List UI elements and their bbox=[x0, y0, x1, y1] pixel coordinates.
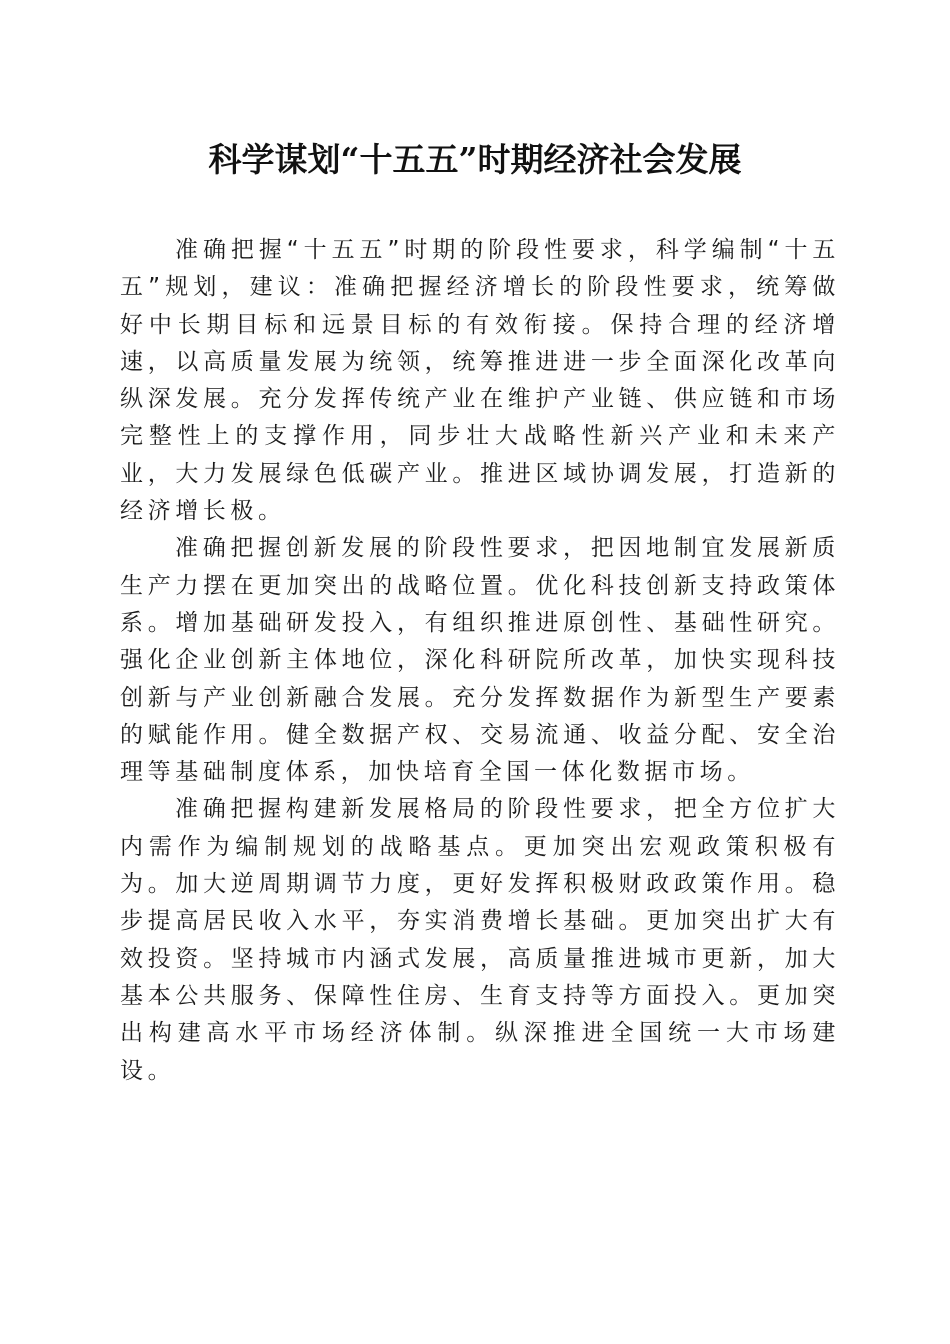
document-body bbox=[120, 232, 840, 1090]
paragraph-innovation: 准确把握创新发展的阶段性要求，把因地制宜发展新质生产力摆在更加突出的战略位置。优化科技创新支持政策体系。增加基础研发投入，有组织推进原创性、基础性研究。强化企业创新主体地位，深化科研院所改革，加快实现科技创新与产业创新融合发展。充分发挥数据作为新型生产要素的赋能作用。健全数据产权、交易流通、收益分配、安全治理等基础制度体系，加快培育全国一体化数据市场。 bbox=[120, 535, 840, 786]
paragraph-development-pattern: 准确把握构建新发展格局的阶段性要求，把全方位扩大内需作为编制规划的战略基点。更加突出宏观政策积极有为。加大逆周期调节力度，更好发挥积极财政政策作用。稳步提高居民收入水平，夯实消费增长基础。更加突出扩大有效投资。坚持城市内涵式发展，高质量推进城市更新，加大基本公共服务、保障性住房、生育支持等方面投入。更加突出构建高水平市场经济体制。纵深推进全国统一大市场建设。 bbox=[120, 796, 840, 1084]
document-title: 科学谋划“十五五”时期经济社会发展 bbox=[208, 140, 742, 179]
paragraph-economic-growth: 准确把握“十五五”时期的阶段性要求，科学编制“十五五”规划，建议：准确把握经济增长的阶段性要求，统筹做好中长期目标和远景目标的有效衔接。保持合理的经济增速，以高质量发展为统领，统筹推进进一步全面深化改革向纵深发展。充分发挥传统产业在维护产业链、供应链和市场完整性上的支撑作用，同步壮大战略性新兴产业和未来产业，大力发展绿色低碳产业。推进区域协调发展，打造新的经济增长极。 bbox=[120, 237, 840, 525]
